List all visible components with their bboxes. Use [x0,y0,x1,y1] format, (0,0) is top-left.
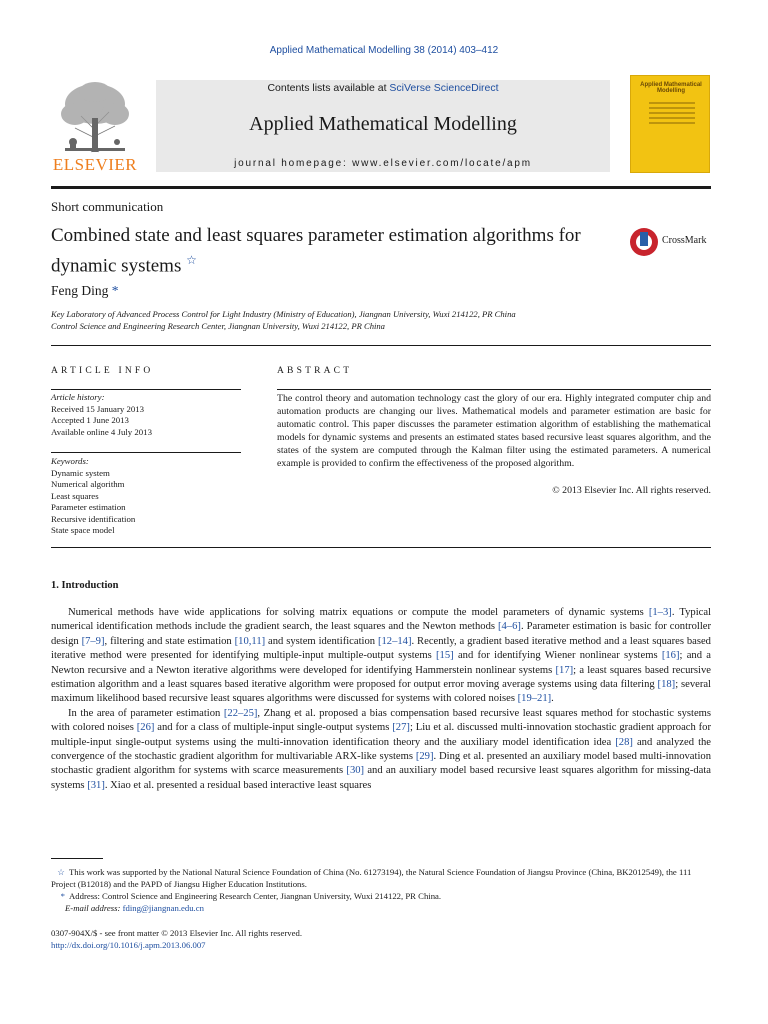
keyword: Numerical algorithm [51,479,125,489]
citation-link[interactable]: [27] [392,722,410,734]
email-footnote [51,902,711,914]
address-footnote: * Address: Control Science and Engineering Research Center, Jiangnan University, Wuxi 214122, PR China. [51,890,711,902]
article-type: Short communication [51,199,164,214]
abstract-heading: ABSTRACT [277,366,353,376]
keyword: Dynamic system [51,467,110,478]
keywords-label: Keywords: [51,456,89,466]
body-text: and analyzed the convergence of the stochastic gradient algorithm for multivariable ARX-like systems [51,736,712,763]
section-heading-introduction: 1. Introduction [51,580,119,591]
body-text: Numerical methods have wide applications for solving matrix equations or compute the model parameters of dynamic systems [68,607,649,618]
footnote-divider [51,858,103,859]
sciencedirect-link[interactable]: SciVerse ScienceDirect [389,82,499,94]
paragraph [51,707,711,793]
body-text: . Typical numerical identification methods include the gradient search, the least squares and the Newton methods [51,607,711,633]
affiliation-divider [51,345,711,346]
body-text: . Ding et al. presented an auxiliary model based multi-innovation stochastic gradient algorithm for systems with scarce measurements [51,751,711,777]
body-text: . [551,693,554,705]
online-date: Available online 4 July 2013 [51,426,152,437]
body-text: . Xiao et al. presented a residual based interactive least squares [104,779,372,791]
body-text: . Parameter estimation is basic for controller design [51,621,711,647]
journal-header [156,80,610,172]
keyword: Parameter estimation [51,502,126,512]
citation-link[interactable]: [7–9] [81,635,105,647]
doi-link[interactable]: http://dx.doi.org/10.1016/j.apm.2013.06.007 [51,940,206,950]
citation-link[interactable]: [19–21] [517,693,552,705]
citation-link[interactable]: [28] [615,736,633,748]
email-link[interactable]: fding@jiangnan.edu.cn [122,903,204,913]
citation-link[interactable]: [26] [136,722,155,734]
keyword: State space model [51,525,115,535]
body-text: ; several maximum likelihood based recursive least squares algorithms were discussed for systems with colored noises [51,679,711,705]
citation-link[interactable]: [22–25] [223,707,258,719]
title-footnote-mark[interactable]: ☆ [186,253,197,267]
body-text: ; a least squares based recursive estimation algorithm and a least squares based iterative algorithm were proposed for output error moving average systems using data filtering [51,664,711,691]
body-text: , filtering and state estimation [104,635,235,647]
journal-title: Applied Mathematical Modelling [249,113,517,135]
body-text: , Zhang et al. proposed a bias compensation based recursive least squares method for stochastic systems with colored noises [51,707,712,734]
cover-title: Applied Mathematical Modelling [640,82,702,94]
citation-link[interactable]: [12–14] [377,635,412,647]
body-text: and system identification [265,635,378,647]
crossmark-badge[interactable] [630,228,714,258]
front-matter: 0307-904X/$ - see front matter © 2013 Elsevier Inc. All rights reserved. [51,928,302,938]
author-footnote-mark[interactable]: * [111,283,119,298]
accepted-date: Accepted 1 June 2013 [51,415,129,425]
body-text: and an auxiliary model based recursive least squares algorithm for missing-data systems [51,765,711,791]
body-text: and for a class of multiple-input single-output systems [154,722,393,734]
body-text: and for identifying Wiener nonlinear systems [453,650,662,662]
citation-link[interactable]: [18] [657,679,676,691]
article-info-heading: ARTICLE INFO [51,366,154,376]
journal-homepage[interactable]: journal homepage: www.elsevier.com/locate/apm [234,158,532,169]
abstract-text: The control theory and automation technology cast the glory of our era. Highly integrated computer chip and automation products are changing our lives. Mathematical models and parameter estimation are basic for automatic control. This paper discusses the parameter estimation algorithm of establishing the mathematical models for dynamic systems and presents an estimated states based recursive least squares algorithm, and the states of the system are computed through the Kalman filter using the estimated parameters. A numerical example is provided to confirm the effectiveness of the proposed algorithm. [277,393,711,469]
keyword: Recursive identification [51,513,136,524]
affiliation-1: Key Laboratory of Advanced Process Control for Light Industry (Ministry of Education), Jiangnan University, Wuxi 214122, PR China [51,309,516,319]
body-text: In the area of parameter estimation [68,707,224,719]
received-date: Received 15 January 2013 [51,403,145,414]
crossmark-icon [630,228,658,256]
citation-link[interactable]: [17] [555,664,574,676]
citation-link[interactable]: [16] [661,650,680,662]
email-label: E-mail address: [65,903,123,913]
citation-link[interactable]: [1–3] [648,607,672,618]
keyword: Least squares [51,490,99,501]
citation-link[interactable]: [10,11] [234,635,266,647]
journal-cover-image [630,75,710,173]
funding-footnote: ☆ This work was supported by the National Natural Science Foundation of China (No. 61273194), the Natural Science Foundation of Jiangsu Province (China, BK2012549), the 111 Project (B12018) and the PAPD of Jiangsu Higher Education Institutions. [51,867,692,889]
citation-link[interactable]: [29] [415,751,434,763]
contents-available-line: Contents lists available at SciVerse ScienceDirect [267,82,499,94]
affiliation-2: Control Science and Engineering Research Center, Jiangnan University, Wuxi 214122, PR China [51,321,385,331]
footnote-star-mark: ☆ [57,867,65,877]
body-text: ; and a Newton recursive and a Newton iterative algorithms were developed for identifying Hammerstein nonlinear systems [51,650,711,676]
citation-link[interactable]: [30] [346,765,365,777]
crossmark-label: CrossMark [662,235,707,246]
abstract-divider [51,547,711,548]
history-label: Article history: [51,392,105,402]
author-name: Feng Ding * [51,283,119,298]
abstract-copyright: © 2013 Elsevier Inc. All rights reserved. [552,485,711,496]
body-text: ; Liu et al. discussed multi-innovation stochastic gradient approach for multiple-input single-output systems using the multi-innovation identification theory and the auxiliary model identification idea [51,722,712,748]
introduction-body [51,606,711,793]
citation-link[interactable]: [31] [87,779,105,791]
publisher-wordmark: ELSEVIER [52,155,138,174]
header-divider [51,186,711,189]
citation-link[interactable]: [15] [436,650,454,662]
article-title: Combined state and least squares parameter estimation algorithms for dynamic systems ☆ [51,225,581,277]
body-text: . Recently, a gradient based iterative method and a least squares based iterative method were presented for identifying multiple-input multiple-output systems [51,635,711,662]
citation-link[interactable]: [4–6] [497,621,521,633]
footnote-asterisk-mark: * [60,891,65,901]
paragraph [51,606,711,707]
journal-citation[interactable]: Applied Mathematical Modelling 38 (2014) 403–412 [269,45,499,56]
